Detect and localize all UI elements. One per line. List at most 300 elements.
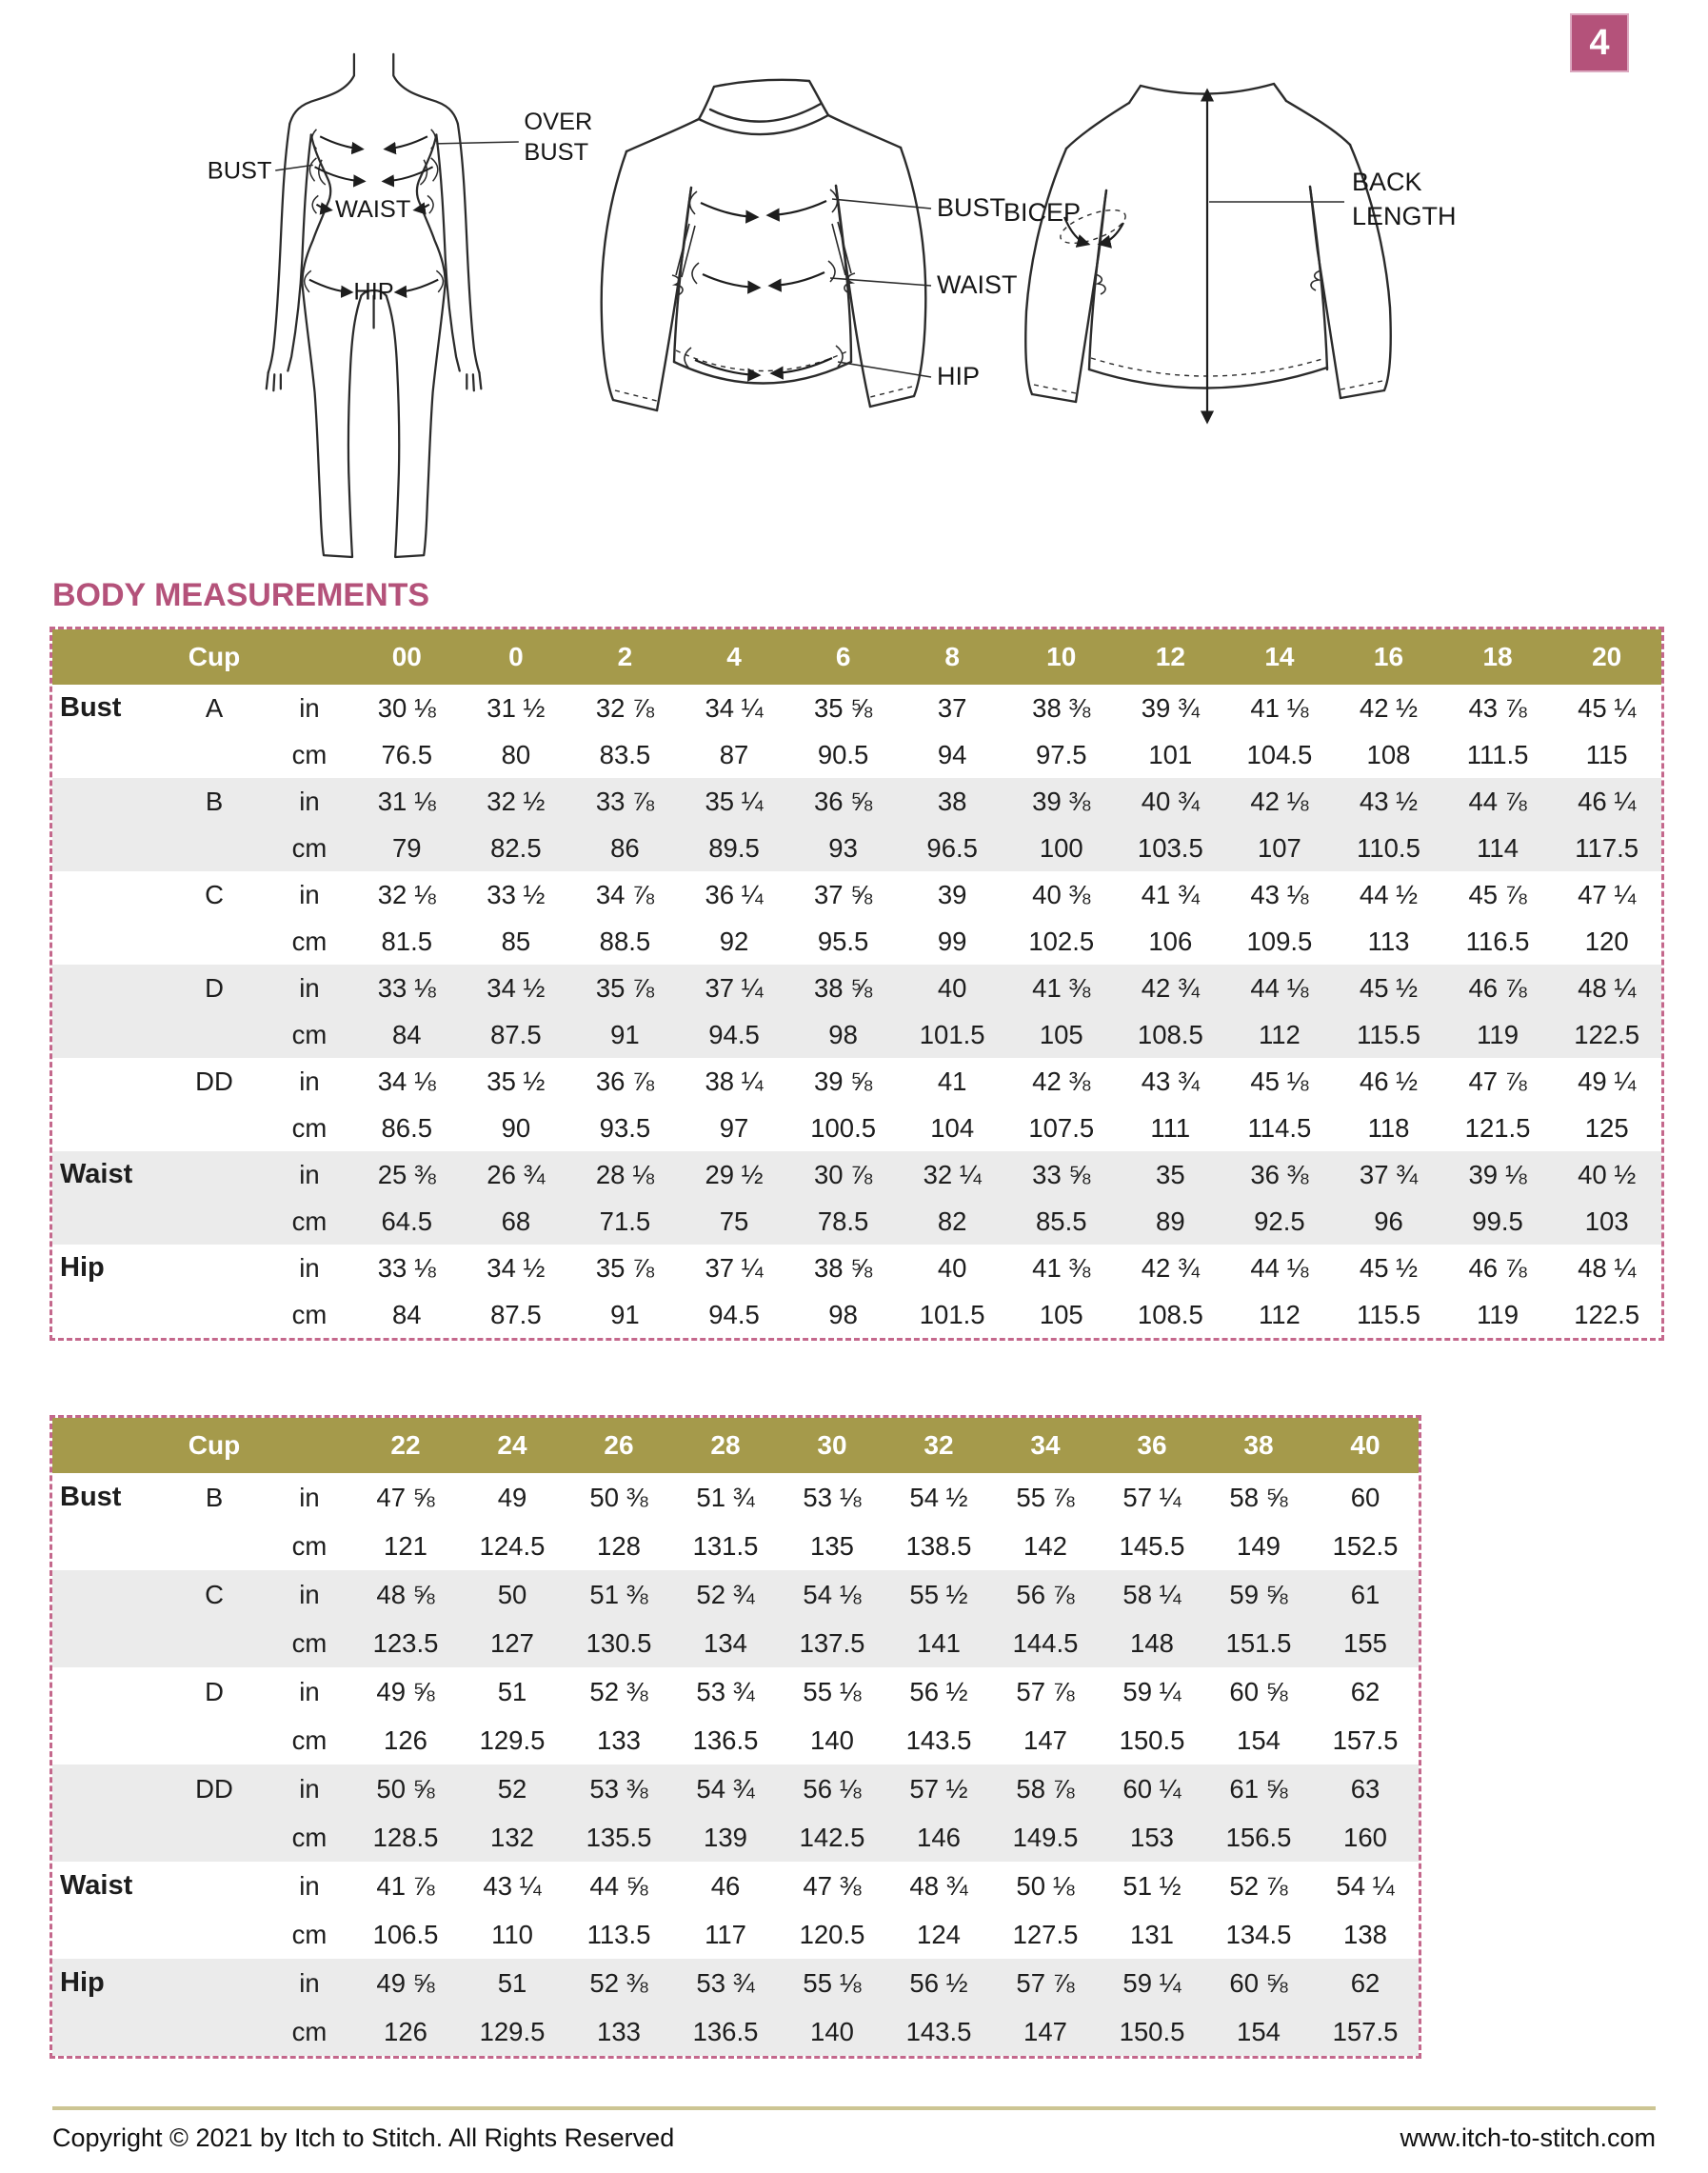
measurement-cell: 146 (885, 1813, 992, 1862)
header-row (52, 1418, 1419, 1473)
size-column-header: 30 (779, 1418, 885, 1473)
measurement-cell: 140 (810, 1724, 854, 1755)
body-waist-label: WAIST (334, 195, 411, 223)
measurement-cell: 43 ¼ (483, 1870, 542, 1901)
table-2-wrap (50, 1415, 1421, 2059)
measurement-cell: 35 (1116, 1151, 1225, 1198)
measurement-cell: 97.5 (1035, 739, 1087, 769)
row-label-cell: Hip (52, 1959, 162, 2007)
measurement-cell: 42 ¾ (1141, 1252, 1200, 1283)
measurement-cell: 54 ½ (909, 1482, 968, 1512)
size-column-header: 8 (898, 629, 1007, 685)
measurement-cell: 60 ⅝ (1229, 1676, 1288, 1706)
measurement-cell: 50 ⅝ (352, 1764, 459, 1813)
unit-cell: in (299, 1066, 320, 1096)
measurement-cell: 103 (1552, 1198, 1661, 1245)
measurement-cell: 32 ⅛ (377, 879, 436, 909)
unit-cell: cm (267, 1198, 352, 1245)
measurement-cell: 52 ⅜ (566, 1959, 672, 2007)
measurement-cell: 53 ⅛ (803, 1482, 862, 1512)
size-column-header: 38 (1205, 1418, 1312, 1473)
unit-cell: cm (291, 1299, 328, 1329)
table-header (52, 1418, 1419, 1473)
cup-cell (162, 1619, 267, 1667)
measurement-cell: 89 (1116, 1198, 1225, 1245)
measurement-row (52, 871, 1661, 918)
unit-cell: cm (267, 825, 352, 871)
measurement-row (52, 825, 1661, 871)
measurement-cell: 58 ⅝ (1229, 1482, 1288, 1512)
measurement-cell: 111 (1150, 1112, 1191, 1143)
measurement-cell: 117 (705, 1919, 746, 1949)
body-figure (157, 52, 593, 571)
measurement-cell: 47 ⅜ (803, 1870, 862, 1901)
measurement-cell: 113.5 (586, 1919, 651, 1949)
measurement-cell: 122.5 (1552, 1011, 1661, 1058)
measurement-cell: 156.5 (1205, 1813, 1312, 1862)
cup-cell (162, 1011, 267, 1058)
unit-cell: in (267, 1151, 352, 1198)
measurement-cell: 86 (570, 825, 680, 871)
measurement-cell: 59 ¼ (1122, 1676, 1182, 1706)
measurement-cell: 48 ⅝ (352, 1570, 459, 1619)
measurement-cell: 82.5 (462, 825, 571, 871)
measurement-cell: 105 (1006, 1011, 1116, 1058)
measurement-cell: 52 (459, 1764, 566, 1813)
measurement-cell: 44 ⅝ (589, 1870, 648, 1901)
cup-cell: B (162, 778, 267, 825)
unit-cell: cm (267, 1813, 352, 1862)
measurement-cell: 102.5 (1028, 926, 1095, 956)
table-1-wrap (50, 627, 1664, 1341)
measurement-cell: 90 (501, 1112, 531, 1143)
size-column-header: 4 (680, 629, 789, 685)
measurement-cell: 119 (1443, 1011, 1553, 1058)
measurement-cell: 45 ⅞ (1468, 879, 1527, 909)
measurement-cell: 98 (828, 1299, 858, 1329)
measurement-cell: 47 ⅝ (376, 1482, 435, 1512)
size-column-header: 26 (566, 1418, 672, 1473)
measurement-cell: 43 ½ (1334, 778, 1443, 825)
measurement-cell: 56 ½ (885, 1959, 992, 2007)
measurement-cell: 51 ⅜ (566, 1570, 672, 1619)
measurement-row (52, 1473, 1419, 1522)
measurement-cell: 54 ¾ (672, 1764, 779, 1813)
measurement-cell: 114 (1443, 825, 1553, 871)
measurement-cell: 55 ⅞ (1016, 1482, 1075, 1512)
cup-cell: C (162, 1570, 267, 1619)
measurement-cell: 115.5 (1357, 1299, 1420, 1329)
measurement-cell: 57 ½ (885, 1764, 992, 1813)
row-label-cell: Bust (60, 1482, 122, 1512)
measurement-cell: 147 (992, 2007, 1099, 2056)
measurement-row (52, 1667, 1419, 1716)
measurement-row (52, 1245, 1661, 1291)
measurement-cell: 125 (1584, 1112, 1629, 1143)
front-garment-outline (602, 80, 926, 410)
measurement-cell: 30 ⅞ (788, 1151, 898, 1198)
measurement-cell: 80 (501, 739, 531, 769)
measurement-cell: 35 ½ (487, 1066, 546, 1096)
measurement-cell: 100 (1006, 825, 1116, 871)
measurement-cell: 147 (1023, 1724, 1067, 1755)
measurement-cell: 126 (384, 1724, 427, 1755)
measurement-cell: 97 (719, 1112, 749, 1143)
measurement-cell: 112 (1225, 1011, 1335, 1058)
cup-cell (162, 2007, 267, 2056)
measurement-cell: 115.5 (1334, 1011, 1443, 1058)
measurement-cell: 78.5 (788, 1198, 898, 1245)
measurement-cell: 99 (937, 926, 967, 956)
measurement-cell: 45 ½ (1359, 1252, 1419, 1283)
unit-cell: cm (291, 1112, 328, 1143)
measurement-cell: 87 (719, 739, 749, 769)
measurement-cell: 46 ½ (1359, 1066, 1419, 1096)
measurement-cell: 45 ¼ (1578, 692, 1637, 723)
table-header (52, 629, 1661, 685)
measurement-cell: 149 (1237, 1530, 1281, 1561)
measurement-cell: 41 ⅞ (376, 1870, 435, 1901)
size-column-header: 24 (459, 1418, 566, 1473)
measurement-cell: 32 ¼ (898, 1151, 1007, 1198)
page-number-badge: 4 (1570, 13, 1629, 72)
measurement-cell: 30 ⅛ (377, 692, 436, 723)
measurement-cell: 94.5 (680, 1011, 789, 1058)
measurement-cell: 128.5 (352, 1813, 459, 1862)
measurement-cell: 57 ¼ (1122, 1482, 1182, 1512)
measurement-cell: 51 ½ (1122, 1870, 1182, 1901)
measurement-cell: 127 (459, 1619, 566, 1667)
measurement-cell: 60 ⅝ (1205, 1959, 1312, 2007)
measurement-cell: 141 (885, 1619, 992, 1667)
measurement-cell: 38 ⅝ (788, 965, 898, 1011)
measurement-cell: 105 (1039, 1299, 1083, 1329)
unit-cell: in (267, 965, 352, 1011)
measurement-cell: 118 (1367, 1112, 1410, 1143)
measurement-cell: 44 ⅛ (1225, 965, 1335, 1011)
measurement-cell: 79 (352, 825, 462, 871)
measurement-cell: 38 ⅝ (814, 1252, 873, 1283)
cup-cell (162, 1959, 267, 2007)
row-label-cell (52, 1011, 162, 1058)
measurement-cell: 49 (497, 1482, 527, 1512)
unit-cell: in (267, 778, 352, 825)
measurement-cell: 138 (1343, 1919, 1387, 1949)
measurement-cell: 63 (1312, 1764, 1419, 1813)
measurement-cell: 57 ⅞ (992, 1959, 1099, 2007)
unit-cell: cm (267, 1011, 352, 1058)
cup-cell (162, 1716, 267, 1764)
row-label-cell (52, 1570, 162, 1619)
header-spacer (52, 1418, 162, 1473)
measurement-cell: 129.5 (479, 1724, 546, 1755)
measurement-cell: 106.5 (372, 1919, 439, 1949)
measurement-cell: 40 (898, 965, 1007, 1011)
measurement-cell: 152.5 (1332, 1530, 1399, 1561)
measurement-cell: 34 ¼ (705, 692, 764, 723)
measurement-cell: 138.5 (905, 1530, 972, 1561)
measurement-cell: 148 (1099, 1619, 1205, 1667)
measurement-cell: 31 ⅛ (352, 778, 462, 825)
measurement-cell: 33 ⅞ (570, 778, 680, 825)
body-measurements-table (52, 1418, 1419, 2056)
measurement-row (52, 1151, 1661, 1198)
measurement-cell: 37 (937, 692, 967, 723)
front-garment-figure (583, 71, 1021, 457)
measurement-cell: 55 ⅛ (803, 1676, 862, 1706)
row-label-cell (52, 825, 162, 871)
cup-cell: B (205, 1482, 224, 1512)
measurement-cell: 143.5 (905, 1724, 972, 1755)
measurement-cell: 75 (680, 1198, 789, 1245)
unit-cell: cm (267, 1619, 352, 1667)
measurement-cell: 50 (459, 1570, 566, 1619)
measurement-cell: 136.5 (692, 1724, 759, 1755)
size-column-header: 6 (788, 629, 898, 685)
measurement-cell: 127.5 (1012, 1919, 1079, 1949)
body-hip-label: HIP (353, 278, 394, 306)
measurement-cell: 90.5 (817, 739, 869, 769)
cup-cell (162, 1522, 267, 1570)
front-waist-label: WAIST (937, 270, 1018, 299)
measurement-cell: 92.5 (1225, 1198, 1335, 1245)
body-bust-label: BUST (207, 157, 272, 185)
measurement-cell: 68 (462, 1198, 571, 1245)
measurement-cell: 39 ¾ (1141, 692, 1200, 723)
size-column-header: 12 (1116, 629, 1225, 685)
cup-cell (162, 1862, 267, 1910)
measurement-cell: 107 (1225, 825, 1335, 871)
measurement-cell: 31 ½ (487, 692, 546, 723)
cup-cell: DD (195, 1066, 233, 1096)
measurement-cell: 47 ⅞ (1468, 1066, 1527, 1096)
body-overbust-label-line1: OVER (524, 108, 593, 135)
measurement-cell: 36 ⅝ (788, 778, 898, 825)
measurement-cell: 140 (779, 2007, 885, 2056)
size-column-header: 20 (1552, 629, 1661, 685)
measurement-cell: 32 ⅞ (595, 692, 655, 723)
measurement-cell: 46 (710, 1870, 741, 1901)
cup-cell (162, 918, 267, 965)
measurement-cell: 58 ⅞ (992, 1764, 1099, 1813)
measurement-cell: 35 ¼ (680, 778, 789, 825)
size-column-header: 16 (1334, 629, 1443, 685)
size-column-header: 32 (885, 1418, 992, 1473)
size-column-header: 14 (1225, 629, 1335, 685)
measurement-cell: 42 ⅜ (1032, 1066, 1091, 1096)
measurement-cell: 71.5 (570, 1198, 680, 1245)
measurement-cell: 46 ⅞ (1468, 1252, 1527, 1283)
measurement-cell: 133 (566, 2007, 672, 2056)
measurement-cell: 34 ⅞ (595, 879, 655, 909)
row-label-cell (52, 1764, 162, 1813)
measurement-cell: 126 (352, 2007, 459, 2056)
measurement-cell: 94.5 (708, 1299, 760, 1329)
measurement-cell: 106 (1148, 926, 1193, 956)
measurement-cell: 107.5 (1028, 1112, 1095, 1143)
measurement-cell: 130.5 (566, 1619, 672, 1667)
row-label-cell (52, 1716, 162, 1764)
measurement-cell: 108.5 (1116, 1011, 1225, 1058)
measurement-cell: 101.5 (898, 1011, 1007, 1058)
row-label-cell (52, 1667, 162, 1716)
measurement-cell: 160 (1312, 1813, 1419, 1862)
measurement-row (52, 965, 1661, 1011)
size-column-header: 10 (1006, 629, 1116, 685)
measurement-cell: 91 (610, 1299, 640, 1329)
measurement-cell: 36 ⅜ (1225, 1151, 1335, 1198)
measurement-cell: 46 ¼ (1552, 778, 1661, 825)
table-body (52, 685, 1661, 1338)
measurement-cell: 157.5 (1332, 1724, 1399, 1755)
cup-cell (162, 731, 267, 778)
measurement-cell: 52 ⅞ (1229, 1870, 1288, 1901)
measurement-cell: 40 (937, 1252, 967, 1283)
unit-cell: cm (291, 739, 328, 769)
measurement-cell: 52 ¾ (672, 1570, 779, 1619)
measurement-cell: 33 ⅝ (1006, 1151, 1116, 1198)
size-column-header: 40 (1312, 1418, 1419, 1473)
cup-column-header: Cup (162, 1418, 267, 1473)
measurement-cell: 61 ⅝ (1205, 1764, 1312, 1813)
measurement-cell: 104.5 (1246, 739, 1313, 769)
measurement-row (52, 1716, 1419, 1764)
measurement-cell: 25 ⅜ (352, 1151, 462, 1198)
measurement-cell: 41 ⅜ (1006, 965, 1116, 1011)
measurement-cell: 60 (1350, 1482, 1380, 1512)
measurement-cell: 35 ⅞ (595, 1252, 655, 1283)
measurement-cell: 132 (459, 1813, 566, 1862)
measurement-cell: 34 ½ (487, 1252, 546, 1283)
measurement-cell: 96 (1334, 1198, 1443, 1245)
row-label-cell: Hip (60, 1252, 105, 1283)
unit-cell: in (299, 1676, 320, 1706)
row-label-cell (52, 1105, 162, 1151)
measurement-cell: 59 ¼ (1099, 1959, 1205, 2007)
measurement-cell: 98 (788, 1011, 898, 1058)
row-label-cell (52, 871, 162, 918)
measurement-cell: 43 ¾ (1141, 1066, 1200, 1096)
cup-cell: D (205, 1676, 224, 1706)
measurement-cell: 84 (391, 1299, 422, 1329)
measurement-cell: 60 ¼ (1099, 1764, 1205, 1813)
measurement-cell: 100.5 (810, 1112, 877, 1143)
measurement-cell: 136.5 (672, 2007, 779, 2056)
row-label-cell (52, 1058, 162, 1105)
measurement-row (52, 1522, 1419, 1570)
measurement-cell: 26 ¾ (462, 1151, 571, 1198)
unit-cell: cm (291, 1919, 328, 1949)
measurement-cell: 61 (1312, 1570, 1419, 1619)
measurement-cell: 131.5 (692, 1530, 759, 1561)
measurement-cell: 94 (937, 739, 967, 769)
cup-column-header: Cup (162, 629, 267, 685)
measurement-row (52, 731, 1661, 778)
measurement-cell: 59 ⅝ (1205, 1570, 1312, 1619)
cup-cell (162, 1151, 267, 1198)
measurement-cell: 111.5 (1466, 739, 1529, 769)
measurement-cell: 37 ¼ (705, 1252, 764, 1283)
measurement-cell: 53 ¾ (672, 1959, 779, 2007)
measurement-cell: 117.5 (1552, 825, 1661, 871)
measurement-cell: 82 (898, 1198, 1007, 1245)
measurement-cell: 50 ⅜ (589, 1482, 648, 1512)
unit-cell: in (299, 1482, 320, 1512)
measurement-cell: 154 (1237, 1724, 1281, 1755)
row-label-cell (52, 1910, 162, 1959)
measurement-cell: 41 ¾ (1141, 879, 1200, 909)
measurement-cell: 129.5 (459, 2007, 566, 2056)
measurement-cell: 124.5 (479, 1530, 546, 1561)
measurement-cell: 110 (491, 1919, 533, 1949)
measurement-cell: 112 (1258, 1299, 1301, 1329)
measurement-cell: 135.5 (566, 1813, 672, 1862)
measurement-cell: 155 (1312, 1619, 1419, 1667)
measurement-cell: 44 ⅛ (1250, 1252, 1309, 1283)
measurement-cell: 55 ½ (885, 1570, 992, 1619)
measurement-cell: 120 (1584, 926, 1629, 956)
measurement-row (52, 1910, 1419, 1959)
measurement-cell: 33 ⅛ (377, 1252, 436, 1283)
measurement-cell: 113 (1367, 926, 1410, 956)
back-measure-arrows (1057, 91, 1344, 421)
unit-cell: cm (291, 1530, 328, 1561)
measurement-cell: 131 (1130, 1919, 1174, 1949)
measurement-cell: 41 ⅛ (1250, 692, 1309, 723)
measurement-cell: 44 ⅞ (1443, 778, 1553, 825)
measurement-cell: 93.5 (599, 1112, 651, 1143)
measurement-cell: 38 ⅜ (1032, 692, 1091, 723)
measurement-cell: 41 (937, 1066, 967, 1096)
row-label-cell: Waist (52, 1151, 162, 1198)
measurement-cell: 87.5 (490, 1299, 542, 1329)
unit-cell: in (299, 879, 320, 909)
measurement-cell: 103.5 (1116, 825, 1225, 871)
measurement-cell: 34 ⅛ (377, 1066, 436, 1096)
measurement-cell: 41 ⅜ (1032, 1252, 1091, 1283)
cup-cell: DD (162, 1764, 267, 1813)
measurement-cell: 110.5 (1334, 825, 1443, 871)
unit-cell: cm (291, 926, 328, 956)
measurement-row (52, 1011, 1661, 1058)
measurement-cell: 34 ½ (462, 965, 571, 1011)
size-column-header: 2 (570, 629, 680, 685)
measurement-cell: 62 (1350, 1676, 1380, 1706)
cup-cell: C (205, 879, 224, 909)
measurement-cell: 52 ⅜ (589, 1676, 648, 1706)
measurement-row (52, 1570, 1419, 1619)
measurement-cell: 150.5 (1099, 2007, 1205, 2056)
row-label-cell (52, 1522, 162, 1570)
measurement-cell: 45 ⅛ (1250, 1066, 1309, 1096)
measurement-cell: 48 ¼ (1552, 965, 1661, 1011)
measurement-cell: 51 (459, 1959, 566, 2007)
measurement-cell: 95.5 (817, 926, 869, 956)
cup-cell (162, 1245, 267, 1291)
measurement-cell: 115 (1585, 739, 1628, 769)
front-hip-label: HIP (937, 362, 981, 390)
measurement-cell: 29 ½ (680, 1151, 789, 1198)
measurement-cell: 83.5 (599, 739, 651, 769)
unit-cell: in (267, 1764, 352, 1813)
measurement-cell: 121.5 (1464, 1112, 1531, 1143)
measurement-cell: 93 (788, 825, 898, 871)
measurement-cell: 40 ¾ (1116, 778, 1225, 825)
row-label-cell (52, 965, 162, 1011)
unit-cell: in (299, 692, 320, 723)
back-bicep-label: BICEP (1003, 198, 1082, 227)
measurement-cell: 39 ⅜ (1006, 778, 1116, 825)
